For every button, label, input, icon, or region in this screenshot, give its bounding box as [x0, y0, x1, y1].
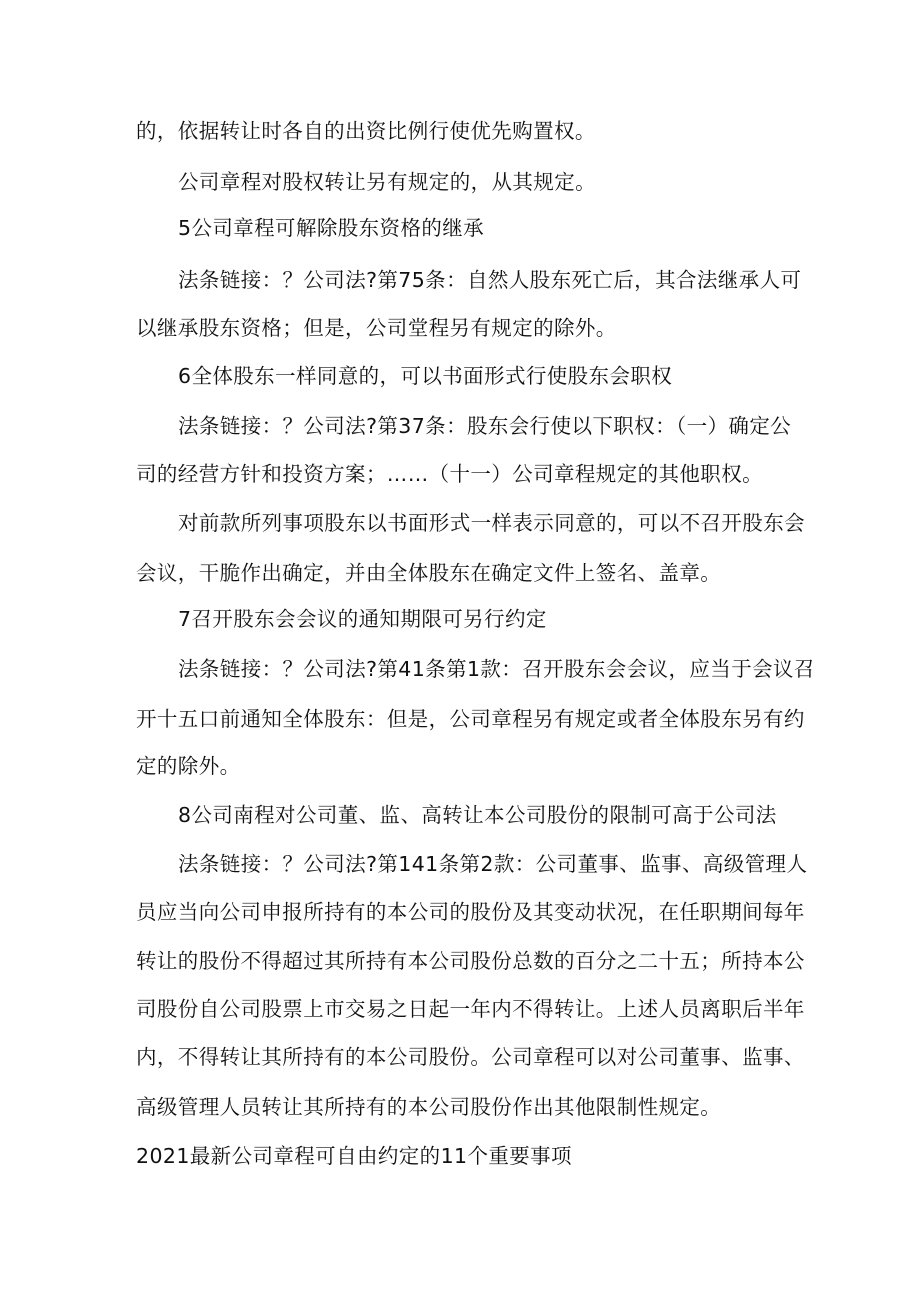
text-line-21: 高级管理人员转让其所持有的本公司股份作出其他限制性规定。 [136, 1095, 722, 1119]
text-line-12: 法条链接：？公司法?第41条第1款：召开股东会会议，应当于会议召 [178, 657, 815, 681]
section-heading-5: 5公司章程可解除股东资格的继承 [178, 216, 485, 240]
text-line-17: 员应当向公司申报所持有的本公司的股份及其变动状况，在任职期间每年 [136, 900, 805, 924]
text-line-10: 会议，干脆作出确定，并由全体股东在确定文件上签名、盖章。 [136, 561, 722, 585]
text-line-19: 司股份自公司股票上市交易之日起一年内不得转让。上述人员离职后半年 [136, 997, 805, 1021]
text-line-18: 转让的股份不得超过其所持有本公司股份总数的百分之二十五；所持本公 [136, 949, 805, 973]
text-line-13: 开十五口前通知全体股东：但是，公司章程另有规定或者全体股东另有约 [136, 707, 805, 731]
document-title: 2021最新公司章程可自由约定的11个重要事项 [136, 1144, 572, 1168]
text-line-1: 的，依据转让时各自的出资比例行使优先购置权。 [136, 119, 596, 143]
section-heading-6: 6全体股东一样同意的，可以书面形式行使股东会职权 [178, 364, 673, 388]
text-line-16: 法条链接：？公司法?第141条第2款：公司董事、监事、高级管理人 [178, 852, 808, 876]
text-line-2: 公司章程对股权转让另有规定的，从其规定。 [178, 170, 596, 194]
text-line-4: 法条链接：？公司法?第75条：自然人股东死亡后，其合法继承人可 [178, 268, 802, 292]
text-line-8: 司的经营方针和投资方案；……（十一）公司章程规定的其他职权。 [136, 462, 763, 486]
text-line-5: 以继承股东资格；但是，公司堂程另有规定的除外。 [136, 316, 617, 340]
section-heading-8: 8公司南程对公司董、监、高转让本公司股份的限制可高于公司法 [178, 803, 777, 827]
text-line-20: 内，不得转让其所持有的本公司股份。公司章程可以对公司董事、监事、 [136, 1045, 805, 1069]
text-line-9: 对前款所列事项股东以书面形式一样表示同意的，可以不召开股东会 [178, 511, 805, 535]
text-line-14: 定的除外。 [136, 754, 241, 778]
text-line-7: 法条链接：？公司法?第37条：股东会行使以下职权：（一）确定公 [178, 414, 792, 438]
section-heading-7: 7召开股东会会议的通知期限可另行约定 [178, 607, 547, 631]
